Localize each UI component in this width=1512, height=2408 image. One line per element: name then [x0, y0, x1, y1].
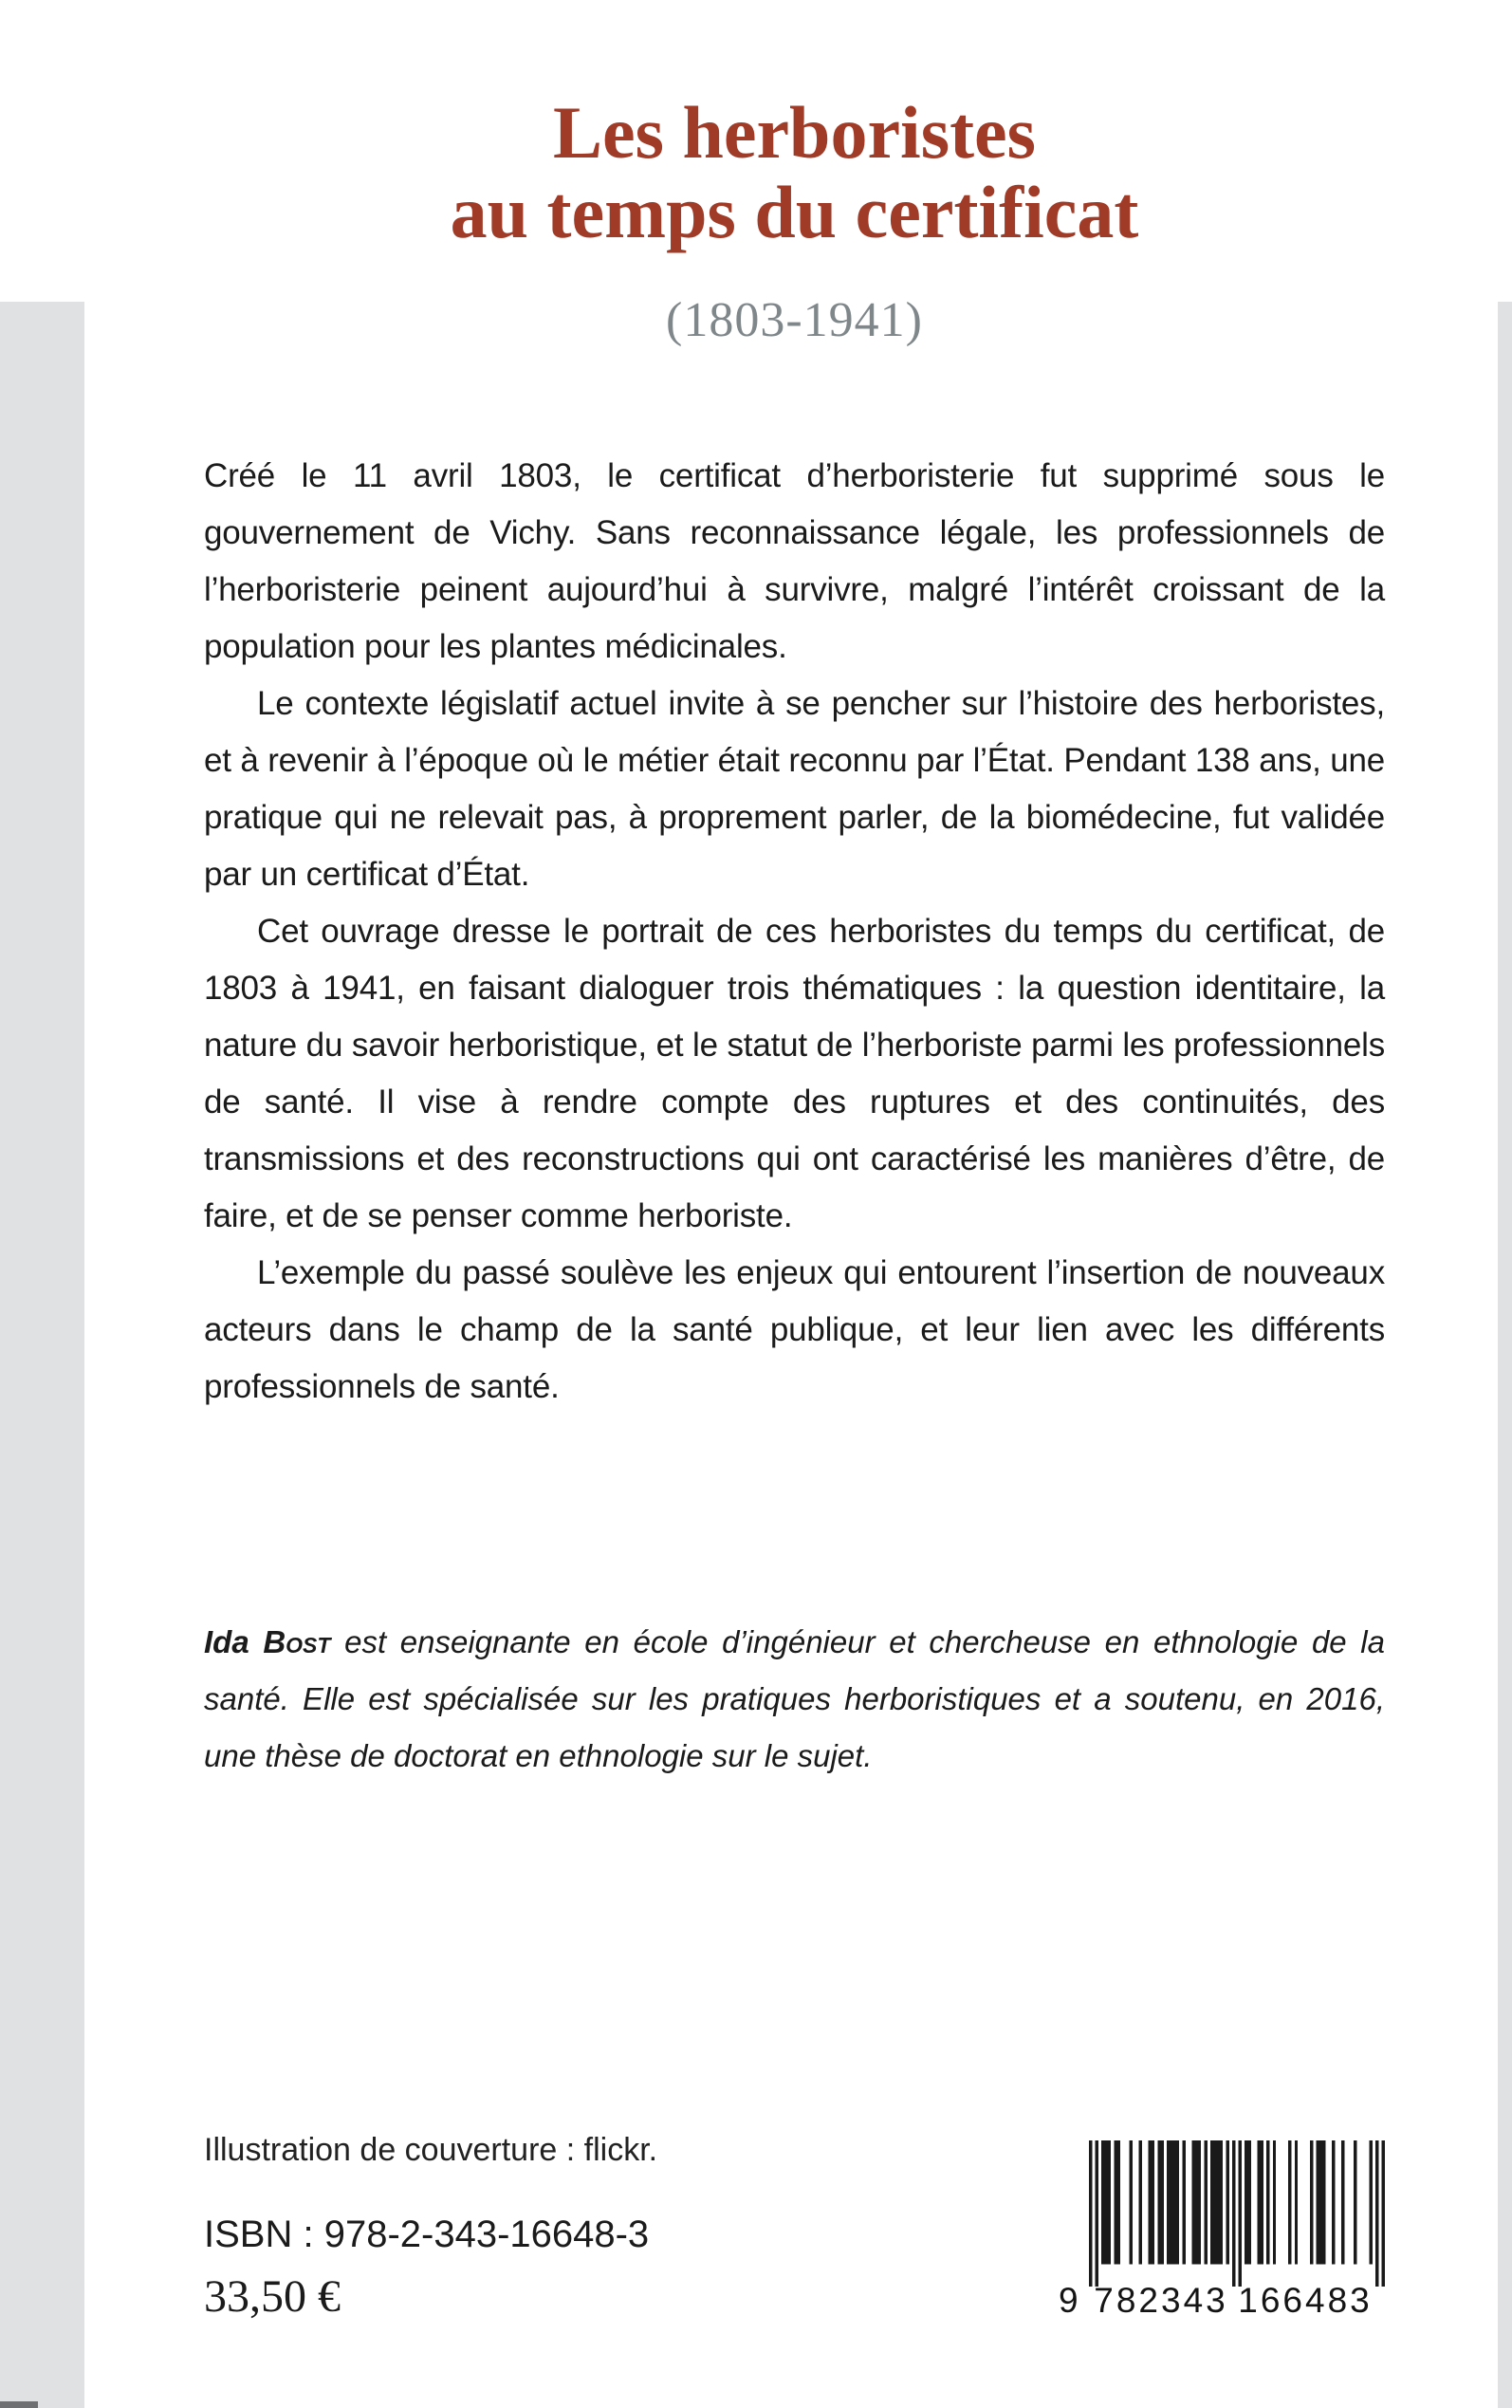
- book-title: [204, 93, 1385, 252]
- author-bio: [204, 1614, 1385, 1785]
- isbn-number: ISBN : 978-2-343-16648-3: [204, 2214, 650, 2255]
- book-title-line1: Les herboristes: [552, 91, 1037, 174]
- left-edge-strip: [0, 302, 84, 2408]
- illustration-credit: Illustration de couverture : flickr.: [204, 2132, 658, 2168]
- barcode: [1059, 2140, 1389, 2340]
- barcode-digit-lead: 9: [1059, 2281, 1081, 2320]
- barcode-digits: [1059, 2281, 1389, 2321]
- author-name: [204, 1624, 330, 1659]
- price: 33,50 €: [204, 2271, 341, 2322]
- synopsis: [204, 448, 1385, 1416]
- synopsis-paragraph: L’exemple du passé soulève les enjeux qui entourent l’insertion de nouveaux acteurs dans le champ de la santé publique, et leur lien avec les différents professionnels de santé.: [204, 1254, 1385, 1405]
- print-mark: [0, 2401, 38, 2408]
- barcode-digits-left: 782343: [1094, 2281, 1228, 2320]
- author-last-name: Bost: [263, 1624, 331, 1659]
- synopsis-paragraph: Le contexte législatif actuel invite à se pencher sur l’histoire des herboristes, et à revenir à l’époque où le métier était reconnu par l’État. Pendant 138 ans, une pratique qui ne relevait pas, à proprement parler, de la biomédecine, fut validée par un certificat d’État.: [204, 685, 1385, 893]
- synopsis-paragraph: Cet ouvrage dresse le portrait de ces herboristes du temps du certificat, de 1803 à 1941, en faisant dialoguer trois thématiques : la question identitaire, la nature du savoir herboristique, et le statut de l’herboriste parmi les professionnels de santé. Il vise à rendre compte des ruptures et des continuités, des transmissions et des reconstructions qui ont caractérisé les manières d’être, de faire, et de se penser comme herboriste.: [204, 913, 1385, 1234]
- author-first-name: Ida: [204, 1624, 264, 1659]
- book-title-line2: au temps du certificat: [450, 171, 1139, 253]
- book-subtitle-years: (1803-1941): [666, 293, 923, 347]
- synopsis-paragraph: Créé le 11 avril 1803, le certificat d’herboristerie fut supprimé sous le gouvernement de Vichy. Sans reconnaissance légale, les professionnels de l’herboristerie peinent aujourd’hui à survivre, malgré l’intérêt croissant de la population pour les plantes médicinales.: [204, 457, 1385, 665]
- author-bio-text: est enseignante en école d’ingénieur et chercheuse en ethnologie de la santé. Elle est spécialisée sur les pratiques herboristiques et a soutenu, en 2016, une thèse de doctorat en ethnologie sur le sujet.: [204, 1624, 1385, 1773]
- barcode-bars: [1089, 2140, 1385, 2304]
- barcode-digits-right: 166483: [1238, 2281, 1373, 2320]
- right-edge-strip: [1498, 302, 1512, 2408]
